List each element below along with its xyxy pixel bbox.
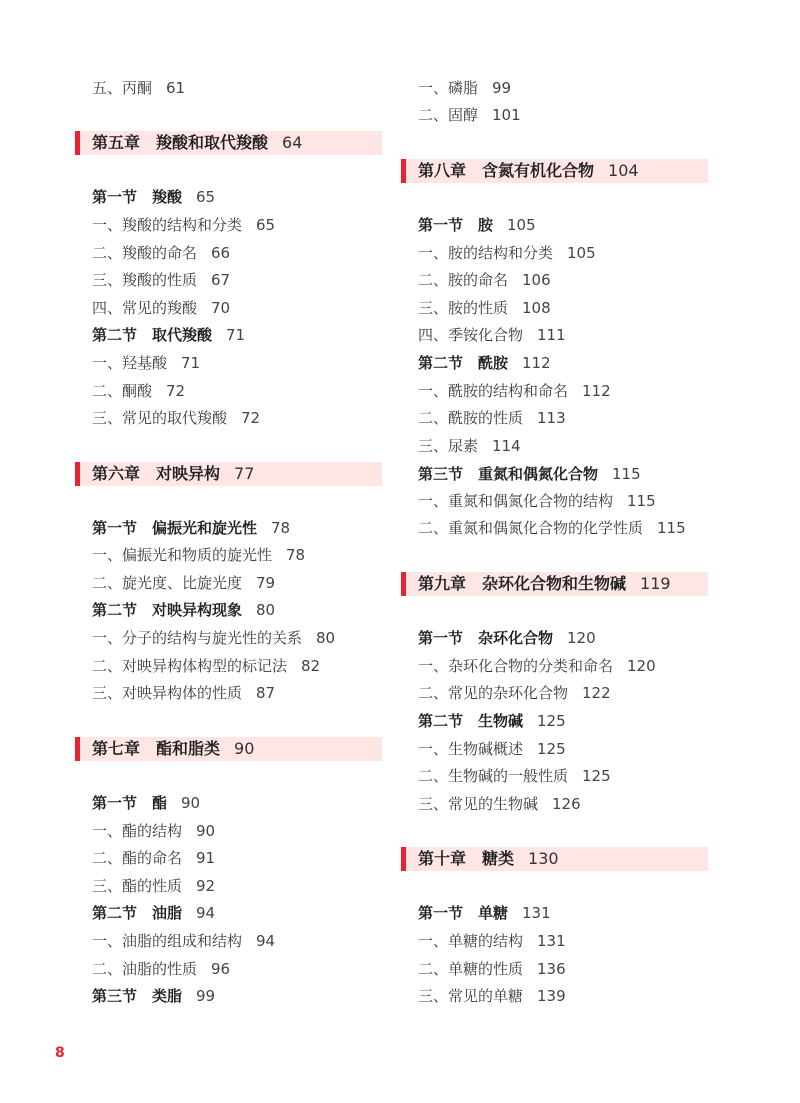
toc-item: 四、季铵化合物 111 bbox=[418, 326, 566, 344]
chapter-heading: 第六章 对映异构 77 bbox=[75, 462, 382, 486]
toc-item: 二、对映异构体构型的标记法 82 bbox=[92, 657, 321, 675]
toc-item: 五、丙酮 61 bbox=[92, 79, 186, 97]
toc-item: 二、胺的命名 106 bbox=[418, 271, 551, 289]
section-heading: 第一节 杂环化合物 120 bbox=[418, 629, 596, 647]
chapter-marker bbox=[401, 847, 406, 871]
page-number: 8 bbox=[55, 1045, 65, 1061]
chapter-marker bbox=[401, 159, 406, 183]
section-heading: 第二节 油脂 94 bbox=[92, 904, 216, 922]
toc-item: 一、酰胺的结构和命名 112 bbox=[418, 382, 611, 400]
section-heading: 第一节 偏振光和旋光性 78 bbox=[92, 519, 291, 537]
section-heading: 第三节 重氮和偶氮化合物 115 bbox=[418, 465, 641, 483]
section-heading: 第二节 酰胺 112 bbox=[418, 354, 551, 372]
chapter-marker bbox=[75, 131, 80, 155]
section-heading: 第一节 单糖 131 bbox=[418, 904, 551, 922]
chapter-marker bbox=[75, 462, 80, 486]
toc-item: 一、分子的结构与旋光性的关系 80 bbox=[92, 629, 336, 647]
toc-item: 二、酰胺的性质 113 bbox=[418, 409, 566, 427]
section-heading: 第一节 酯 90 bbox=[92, 794, 201, 812]
toc-item: 二、油脂的性质 96 bbox=[92, 960, 231, 978]
section-heading: 第二节 取代羧酸 71 bbox=[92, 326, 246, 344]
toc-item: 一、油脂的组成和结构 94 bbox=[92, 932, 276, 950]
section-heading: 第三节 类脂 99 bbox=[92, 987, 216, 1005]
toc-item: 二、单糖的性质 136 bbox=[418, 960, 566, 978]
toc-item: 一、磷脂 99 bbox=[418, 79, 512, 97]
toc-item: 三、羧酸的性质 67 bbox=[92, 271, 231, 289]
toc-item: 一、酯的结构 90 bbox=[92, 822, 216, 840]
toc-item: 二、生物碱的一般性质 125 bbox=[418, 767, 611, 785]
toc-item: 三、常见的单糖 139 bbox=[418, 987, 566, 1005]
toc-item: 三、尿素 114 bbox=[418, 437, 521, 455]
section-heading: 第二节 生物碱 125 bbox=[418, 712, 566, 730]
toc-item: 一、偏振光和物质的旋光性 78 bbox=[92, 546, 306, 564]
toc-item: 一、重氮和偶氮化合物的结构 115 bbox=[418, 492, 656, 510]
toc-item: 二、旋光度、比旋光度 79 bbox=[92, 574, 276, 592]
toc-item: 四、常见的羧酸 70 bbox=[92, 299, 231, 317]
toc-item: 一、胺的结构和分类 105 bbox=[418, 244, 596, 262]
toc-item: 一、生物碱概述 125 bbox=[418, 740, 566, 758]
chapter-heading: 第八章 含氮有机化合物 104 bbox=[401, 159, 708, 183]
chapter-marker bbox=[75, 737, 80, 761]
toc-item: 三、对映异构体的性质 87 bbox=[92, 684, 276, 702]
section-heading: 第一节 羧酸 65 bbox=[92, 188, 216, 206]
section-heading: 第一节 胺 105 bbox=[418, 216, 536, 234]
toc-item: 二、羧酸的命名 66 bbox=[92, 244, 231, 262]
section-heading: 第二节 对映异构现象 80 bbox=[92, 601, 276, 619]
toc-item: 二、常见的杂环化合物 122 bbox=[418, 684, 611, 702]
toc-item: 一、杂环化合物的分类和命名 120 bbox=[418, 657, 656, 675]
toc-item: 二、固醇 101 bbox=[418, 106, 521, 124]
chapter-heading: 第七章 酯和脂类 90 bbox=[75, 737, 382, 761]
chapter-heading: 第五章 羧酸和取代羧酸 64 bbox=[75, 131, 382, 155]
chapter-heading: 第十章 糖类 130 bbox=[401, 847, 708, 871]
chapter-heading: 第九章 杂环化合物和生物碱 119 bbox=[401, 572, 708, 596]
toc-item: 三、常见的生物碱 126 bbox=[418, 795, 581, 813]
toc-item: 一、羟基酸 71 bbox=[92, 354, 201, 372]
toc-item: 二、酯的命名 91 bbox=[92, 849, 216, 867]
toc-item: 二、酮酸 72 bbox=[92, 382, 186, 400]
toc-item: 一、单糖的结构 131 bbox=[418, 932, 566, 950]
toc-item: 三、常见的取代羧酸 72 bbox=[92, 409, 261, 427]
toc-item: 三、胺的性质 108 bbox=[418, 299, 551, 317]
chapter-marker bbox=[401, 572, 406, 596]
toc-item: 一、羧酸的结构和分类 65 bbox=[92, 216, 276, 234]
toc-item: 二、重氮和偶氮化合物的化学性质 115 bbox=[418, 519, 686, 537]
toc-item: 三、酯的性质 92 bbox=[92, 877, 216, 895]
